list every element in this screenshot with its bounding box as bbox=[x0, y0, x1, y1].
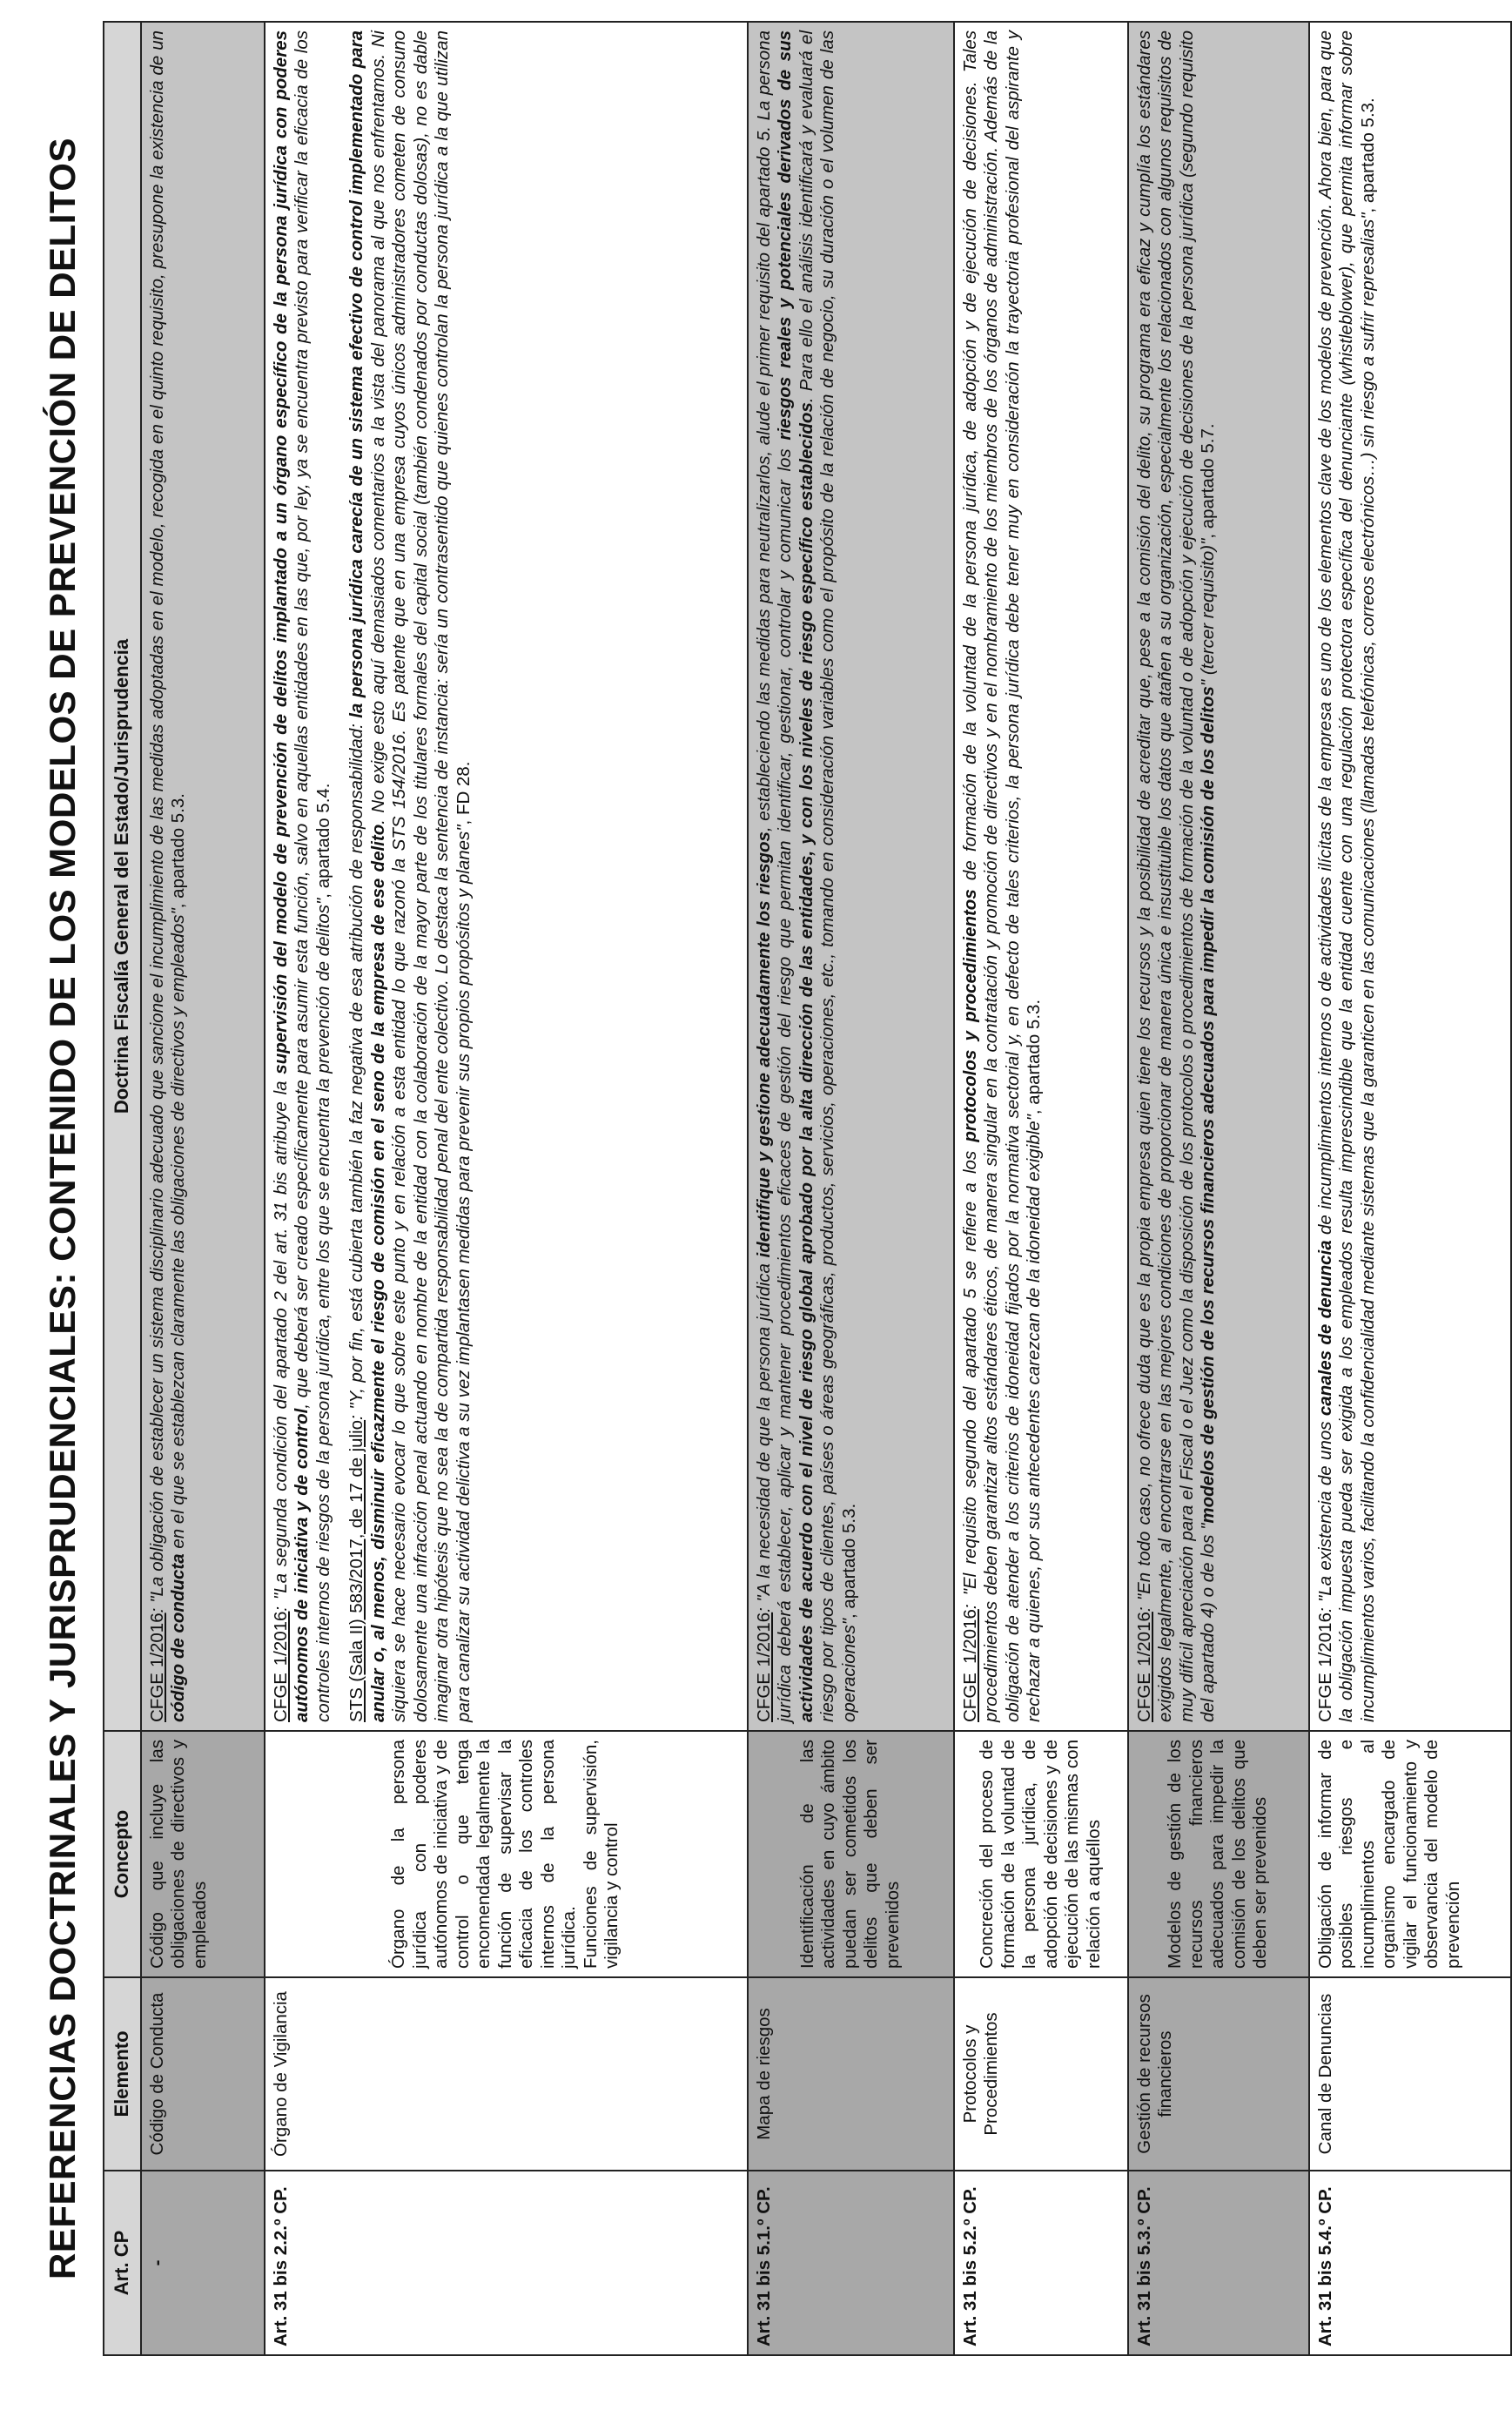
quote-emphasis: canales de denuncia bbox=[1314, 1240, 1335, 1417]
quote-text: , que deberá ser creado específicamente para asumir esta función, salvo en aquellas entidades en las que, por ley, ya se encuentra previsto para verificar la eficacia de los controles internos de riesgos de la persona jurídica, entre los que se encuentra la prevención de delitos" bbox=[292, 30, 333, 1722]
quote-citation: , FD 28. bbox=[453, 761, 474, 825]
concepto-text: Funciones de supervisión, vigilancia y control bbox=[580, 1740, 622, 1969]
art-cell: Art. 31 bis 5.4.º CP. bbox=[1309, 2171, 1511, 2355]
header-concepto: Concepto bbox=[104, 1731, 141, 1977]
art-cell: Art. 31 bis 2.2.º CP. bbox=[265, 2171, 748, 2355]
concepto-cell: Código que incluye las obligaciones de directivos y empleados bbox=[141, 1731, 265, 1977]
quote-text: : "La obligación de establecer un sistema disciplinario adecuado que sancione el incumplimiento de las medidas adoptadas en el modelo, recogida en el quinto requisito, presupone la existencia de un bbox=[146, 30, 167, 1613]
source-reference: CFGE 1/2016 bbox=[959, 1609, 980, 1722]
quote-emphasis: protocolos y procedimientos bbox=[959, 889, 980, 1142]
quote-text: : "La existencia de unos bbox=[1314, 1416, 1335, 1613]
source-reference: CFGE 1/2016 bbox=[270, 1611, 291, 1722]
table-row bbox=[748, 22, 954, 2355]
header-art: Art. CP bbox=[104, 2171, 141, 2355]
quote-citation: , apartado 5.4. bbox=[312, 783, 333, 899]
quote-emphasis: la persona jurídica carecía de un sistema efectivo de control implementado para anular o, al menos, disminuir eficazmente el riesgo de comisión en el seno de la empresa de ese delito bbox=[346, 30, 388, 1722]
concepto-cell: Identificación de las actividades en cuyo ámbito puedan ser cometidos los delitos que deben ser prevenidos bbox=[748, 1731, 954, 1977]
concepto-cell: Concreción del proceso de formación de la voluntad de la persona jurídica, de adopción de decisiones y de ejecución de las mismas con relación a aquéllos bbox=[954, 1731, 1128, 1977]
quote-emphasis: modelos de gestión de los recursos financieros adecuados para impedir la comisión de los delitos bbox=[1198, 686, 1218, 1524]
table-row bbox=[141, 22, 265, 2355]
doctrina-cell bbox=[748, 22, 954, 1731]
art-cell: Art. 31 bis 5.3.º CP. bbox=[1128, 2171, 1309, 2355]
elemento-cell: Protocolos y Procedimientos bbox=[954, 1977, 1128, 2171]
elemento-cell: Canal de Denuncias bbox=[1309, 1977, 1511, 2171]
source-reference: CFGE 1/2016 bbox=[753, 1612, 774, 1722]
source-reference: STS (Sala II) 583/2017, de 17 de julio bbox=[346, 1419, 366, 1722]
quote-citation: , apartado 5.3. bbox=[168, 793, 188, 909]
doctrina-cell bbox=[1128, 22, 1309, 1731]
header-elemento: Elemento bbox=[104, 1977, 141, 2171]
art-cell: - bbox=[141, 2171, 265, 2355]
quote-emphasis: riesgos reales y potenciales derivados de sus actividades de acuerdo con el nivel de riesgo global aprobado por la alta dirección de las entidades, y con los niveles de riesgo específico establecidos bbox=[775, 30, 816, 1722]
elemento-label: Órgano de Vigilancia bbox=[270, 1991, 291, 2157]
doctrina-cell bbox=[141, 22, 265, 1731]
source-reference: CFGE 1/2016 bbox=[1314, 1612, 1335, 1722]
doctrina-paragraph bbox=[346, 30, 474, 1722]
table-row bbox=[1128, 22, 1309, 2355]
quote-text: : "El requisito segundo del apartado 5 se refiere a los bbox=[959, 1141, 980, 1610]
quote-citation: , apartado 5.3. bbox=[838, 1503, 859, 1619]
quote-text: , estableciendo las medidas para neutralizarlos, alude el primer requisito del apartado 5. La persona jurídica deberá establecer, aplicar y mantener procedimientos eficaces de gestión del riesgo que permitan identificar, gestionar, controlar y comunicar los bbox=[753, 30, 795, 1722]
doctrina-cell bbox=[265, 22, 748, 1731]
art-cell: Art. 31 bis 5.2.º CP. bbox=[954, 2171, 1128, 2355]
art-cell: Art. 31 bis 5.1.º CP. bbox=[748, 2171, 954, 2355]
table-row bbox=[265, 22, 748, 2355]
table-header-row bbox=[104, 22, 141, 2355]
page-title: REFERENCIAS DOCTRINALES Y JURISPRUDENCIALES: CONTENIDO DE LOS MODELOS DE PREVENCIÓN DE DELITOS bbox=[42, 138, 83, 2279]
quote-citation: , apartado 5.7. bbox=[1198, 423, 1218, 539]
quote-text: : "Y, por fin, está cubierta también la faz negativa de esa atribución de responsabilidad: bbox=[346, 717, 366, 1420]
quote-text: en el que se establezcan claramente las obligaciones de directivos y empleados" bbox=[168, 908, 188, 1554]
elemento-cell: Gestión de recursos financieros bbox=[1128, 1977, 1309, 2171]
quote-emphasis: supervisión del modelo de prevención de delitos implantado a un órgano específico de la persona jurídica con poderes autónomos de iniciativa y de control bbox=[270, 30, 312, 1722]
doctrina-cell bbox=[1309, 22, 1511, 1731]
table-row bbox=[1309, 22, 1511, 2355]
concepto-text: Órgano de la persona jurídica con poderes autónomos de iniciativa y de control o que tenga encomendada legalmente la función de supervisar la eficacia de los controles internos de la persona jurídica. bbox=[388, 1740, 580, 1969]
quote-text: de formación de la voluntad de la persona jurídica, de adopción y de ejecución de decisiones. Tales procedimientos deben garantizar altos estándares éticos, de manera singular en la contratación y promoción de directivos y en el nombramiento de los miembros de los órganos de administración. Además de la obligación de atender a los criterios de idoneidad fijados por la normativa sectorial y, en defecto de tales criterios, la persona jurídica debe tener muy en consideración la trayectoria profesional del aspirante y rechazar a quienes, por sus antecedentes carezcan de la idoneidad exigible" bbox=[959, 30, 1044, 1722]
table-row bbox=[954, 22, 1128, 2355]
quote-emphasis: identifique y gestione adecuadamente los riesgos bbox=[753, 831, 774, 1258]
quote-citation: , apartado 5.3. bbox=[1357, 98, 1378, 213]
quote-text: : "La segunda condición del apartado 2 del art. 31 bis atribuye la bbox=[270, 1074, 291, 1612]
elemento-cell: Mapa de riesgos bbox=[748, 1977, 954, 2171]
quote-text: : "En todo caso, no ofrece duda que es la propia empresa quien tiene los recursos y la posibilidad de acreditar que, pese a la comisión del delito, su programa era eficaz y cumplía los estándares exigidos legalmente, al encontrarse en las mejores condiciones de proporcionar de manera única e insustituible los datos que atañen a su organización, especialmente los relacionados con algunos requisitos de muy difícil apreciación para el Fiscal o el Juez como la disposición de los protocolos o procedimientos de formación de la voluntad o de adopción y ejecución de decisiones de la persona jurídica (segundo requisito del apartado 4) o de los " bbox=[1133, 30, 1218, 1722]
quote-text: de incumplimientos internos o de actividades ilícitas de la empresa es uno de los elementos clave de los modelos de prevención. Ahora bien, para que la obligación impuesta pueda ser exigida a los empleados resulta imprescindible que la entidad cuente con una regulación protectora específica del denunciante (whistleblower), que permita informar sobre incumplimientos varios, facilitando la confidencialidad mediante sistemas que la garanticen en las comunicaciones (llamadas telefónicas, correos electrónicos…) sin riesgo a sufrir represalias" bbox=[1314, 30, 1378, 1722]
quote-citation: , apartado 5.3. bbox=[1024, 999, 1044, 1115]
header-doctrina: Doctrina Fiscalía General del Estado/Jurisprudencia bbox=[104, 22, 141, 1731]
quote-text: . Para ello el análisis identificará y evaluará el riesgo por tipos de clientes, países o áreas geográficas, productos, servicios, operaciones, etc., tomando en consideración variables como el propósito de la relación de negocio, su duración o el volumen de las operaciones" bbox=[796, 30, 859, 1722]
quote-emphasis: código de conducta bbox=[168, 1553, 188, 1722]
concepto-cell bbox=[265, 1731, 748, 1977]
quote-text: " (tercer requisito)" bbox=[1198, 538, 1218, 687]
source-reference: CFGE 1/2016 bbox=[146, 1612, 167, 1722]
elemento-cell bbox=[265, 1977, 748, 2171]
concepto-cell: Obligación de informar de posibles riesgos e incumplimientos al organismo encargado de vigilar el funcionamiento y observancia del modelo de prevención bbox=[1309, 1731, 1511, 1977]
references-table bbox=[103, 21, 1512, 2356]
source-reference: CFGE 1/2016 bbox=[1133, 1612, 1154, 1722]
doctrina-cell bbox=[954, 22, 1128, 1731]
concepto-cell: Modelos de gestión de los recursos financieros adecuados para impedir la comisión de los delitos que deben ser prevenidos bbox=[1128, 1731, 1309, 1977]
doctrina-paragraph bbox=[271, 30, 335, 1722]
quote-text: : "A la necesidad de que la persona jurídica bbox=[753, 1257, 774, 1612]
quote-text: . No exige esto aquí demasiados comentarios a la vista del panorama al que nos enfrentamos. Ni siquiera se hace necesario evocar lo que sobre este punto y en relación a esta entidad lo que razonó la STS 154/2016. Es patente que en una empresa cuyos únicos administradores cometen de consuno dolosamente una infracción penal actuando en nombre de la entidad con la colaboración de la mayor parte de los titulares formales del capital social (también condenados por conductas dolosas), no es dable imaginar otra hipótesis que no sea la de compartida responsabilidad penal del ente colectivo. Lo destaca la sentencia de instancia: sería un contrasentido que quienes controlan la persona jurídica a la que utilizan para canalizar su actividad delictiva a su vez implantasen medidas para prevenir sus propios propósitos y planes" bbox=[367, 30, 474, 1722]
elemento-cell: Código de Conducta bbox=[141, 1977, 265, 2171]
